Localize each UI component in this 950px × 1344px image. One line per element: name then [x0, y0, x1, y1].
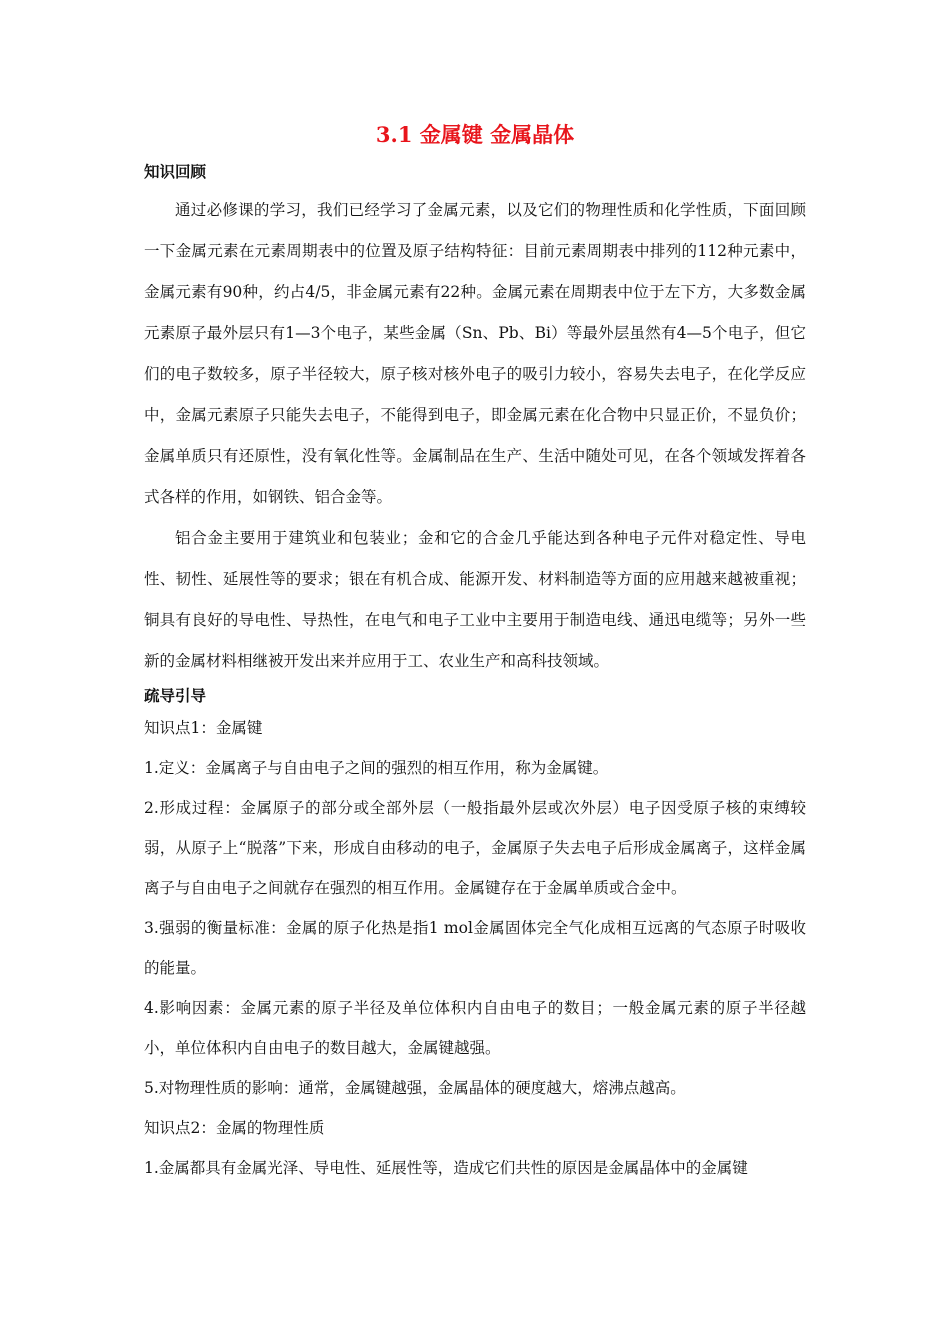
point1-item-factors: 4.影响因素：金属元素的原子半径及单位体积内自由电子的数目；一般金属元素的原子半径越小，单位体积内自由电子的数目越大，金属键越强。: [144, 999, 806, 1057]
review-paragraph-1: 通过必修课的学习，我们已经学习了金属元素，以及它们的物理性质和化学性质，下面回顾一下金属元素在元素周期表中的位置及原子结构特征：目前元素周期表中排列的112种元素中，金属元素有90种，约占4/5，非金属元素有22种。金属元素在周期表中位于左下方，大多数金属元素原子最外层只有1—3个电子，某些金属（Sn、Pb、Bi）等最外层虽然有4—5个电子，但它们的电子数较多，原子半径较大，原子核对核外电子的吸引力较小，容易失去电子，在化学反应中，金属元素原子只能失去电子，不能得到电子，即金属元素在化合物中只显正价，不显负价；金属单质只有还原性，没有氧化性等。金属制品在生产、生活中随处可见，在各个领域发挥着各式各样的作用，如钢铁、铝合金等。: [144, 201, 806, 506]
knowledge-point-1-label: 知识点1：金属键: [144, 719, 263, 737]
section-heading-guidance: 疏导引导: [144, 686, 207, 705]
point1-item-definition: 1.定义：金属离子与自由电子之间的强烈的相互作用，称为金属键。: [144, 759, 609, 777]
document-content: [144, 118, 806, 1188]
point1-item-physical-effect: 5.对物理性质的影响：通常，金属键越强，金属晶体的硬度越大，熔沸点越高。: [144, 1079, 686, 1097]
knowledge-point-2-label: 知识点2：金属的物理性质: [144, 1119, 325, 1137]
page-title: 3.1 金属键 金属晶体: [375, 122, 575, 147]
point2-item-common-properties: 1.金属都具有金属光泽、导电性、延展性等，造成它们共性的原因是金属晶体中的金属键: [144, 1159, 748, 1177]
point1-item-strength-standard: 3.强弱的衡量标准：金属的原子化热是指1 mol金属固体完全气化成相互远离的气态原子时吸收的能量。: [144, 919, 806, 977]
review-paragraph-2: 铝合金主要用于建筑业和包装业；金和它的合金几乎能达到各种电子元件对稳定性、导电性、韧性、延展性等的要求；银在有机合成、能源开发、材料制造等方面的应用越来越被重视；铜具有良好的导电性、导热性，在电气和电子工业中主要用于制造电线、通迅电缆等；另外一些新的金属材料相继被开发出来并应用于工、农业生产和高科技领域。: [144, 529, 806, 670]
point1-item-formation: 2.形成过程：金属原子的部分或全部外层（一般指最外层或次外层）电子因受原子核的束缚较弱，从原子上“脱落”下来，形成自由移动的电子，金属原子失去电子后形成金属离子，这样金属离子与自由电子之间就存在强烈的相互作用。金属键存在于金属单质或合金中。: [144, 799, 806, 897]
section-heading-review: 知识回顾: [144, 162, 207, 181]
